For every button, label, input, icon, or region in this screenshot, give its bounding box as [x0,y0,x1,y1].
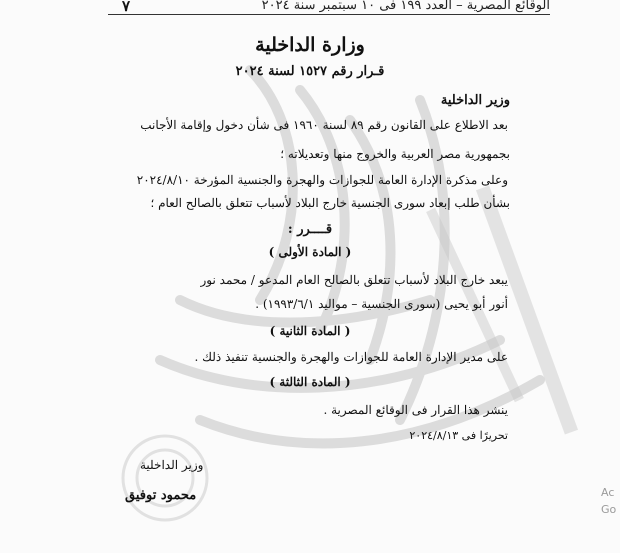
running-head: الوقائع المصرية – العدد ١٩٩ فى ١٠ سبتمبر سنة ٢٠٢٤ [261,0,550,13]
signature-name: محمود توفيق [125,488,197,503]
os-activation-overlay [601,485,616,518]
decree-number: قـرار رقم ١٥٢٧ لسنة ٢٠٢٤ [235,64,385,79]
date-line: تحريرًا فى ٢٠٢٤/٨/١٣ [409,429,508,442]
article-2-line: على مدير الإدارة العامة للجوازات والهجرة والجنسية تنفيذ ذلك . [194,350,508,364]
os-overlay-line: Ac [601,486,615,499]
page-number: ٧ [122,0,131,15]
article-1-line: أنور أبو يحيى (سورى الجنسية – مواليد ١٩٩٣/٦/١) . [255,297,508,311]
preamble-line: بعد الاطلاع على القانون رقم ٨٩ لسنة ١٩٦٠ فى شأن دخول وإقامة الأجانب [140,118,508,132]
article-3-heading: ( المادة الثالثة ) [269,375,351,389]
decides-heading: قــــرر : [287,222,333,237]
header-divider [108,14,550,15]
article-1-line: يبعد خارج البلاد لأسباب تتعلق بالصالح العام المدعو / محمد نور [200,273,508,287]
os-overlay-line: Go [601,502,617,516]
article-2-heading: ( المادة الثانية ) [269,324,351,338]
preamble-line: بشأن طلب إبعاد سورى الجنسية خارج البلاد لأسباب تتعلق بالصالح العام ؛ [150,196,510,210]
preamble-line: وعلى مذكرة الإدارة العامة للجوازات والهجرة والجنسية المؤرخة ٢٠٢٤/٨/١٠ [136,173,508,187]
ministry-title: وزارة الداخلية [255,34,365,56]
article-3-line: ينشر هذا القرار فى الوقائع المصرية . [323,403,508,417]
preamble-line: بجمهورية مصر العربية والخروج منها وتعديلاته ؛ [280,147,510,161]
signature-title: وزير الداخلية [140,458,204,472]
article-1-heading: ( المادة الأولى ) [268,245,352,259]
issuer-heading: وزير الداخلية [440,93,510,108]
